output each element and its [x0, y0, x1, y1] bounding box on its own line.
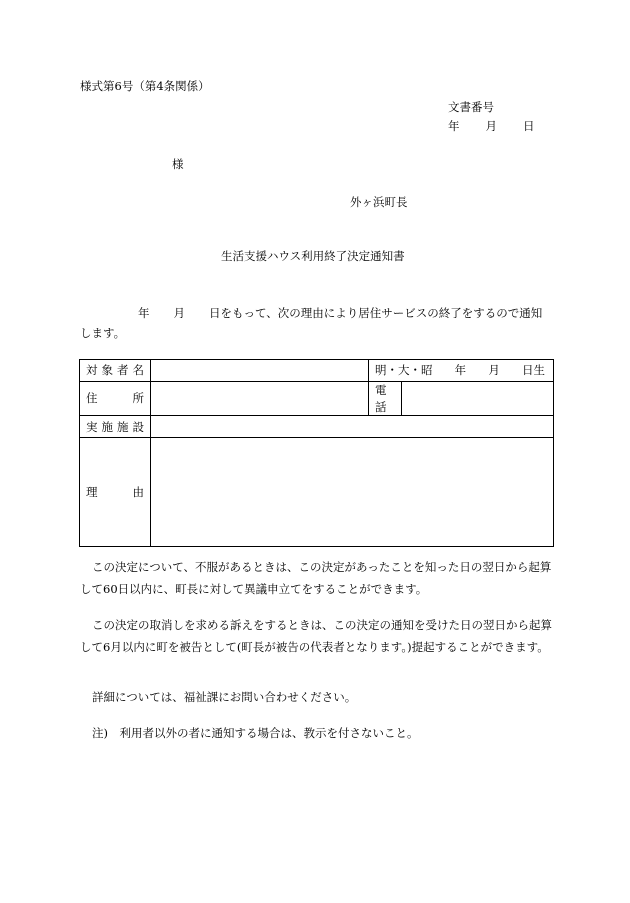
reason-label: 理 由 — [86, 485, 144, 499]
intro-month: 月 — [173, 306, 185, 320]
table-row — [80, 382, 554, 416]
name-value-cell[interactable] — [151, 360, 369, 382]
contact-notice: 詳細については、福祉課にお問い合わせください。 — [92, 690, 357, 704]
intro-text-line1: 日をもって、次の理由により居住サービスの終了をするので通知 — [209, 306, 543, 320]
intro-paragraph — [80, 303, 552, 343]
addressee-honorific: 様 — [172, 157, 184, 171]
phone-label-cell — [369, 382, 402, 416]
phone-label: 電話 — [375, 383, 387, 414]
issue-date — [448, 118, 535, 135]
address-label-cell — [80, 382, 151, 416]
birthdate — [375, 362, 547, 379]
document-title: 生活支援ハウス利用終了決定通知書 — [221, 249, 405, 263]
facility-label: 実 施 施 設 — [86, 419, 144, 434]
appeal-notice: この決定について、不服があるときは、この決定があったことを知った日の翌日から起算して60日以内に、町長に対して異議申立てをすることができます。 — [80, 560, 552, 596]
table-row — [80, 360, 554, 382]
intro-text-line2: します。 — [80, 326, 126, 340]
birthdate-cell[interactable] — [369, 360, 554, 382]
name-label-cell — [80, 360, 151, 382]
recipient-info-table — [79, 359, 554, 547]
intro-year: 年 — [138, 306, 150, 320]
birthdate-era: 明・大・昭 — [375, 363, 433, 378]
address-value-cell[interactable] — [151, 382, 369, 416]
birthdate-day: 日生 — [521, 363, 545, 378]
reason-label-cell — [80, 438, 151, 547]
lawsuit-notice: この決定の取消しを求める訴えをするときは、この決定の通知を受けた日の翌日から起算して6月以内に町を被告として(町長が被告の代表者となります。)提起することができます。 — [80, 618, 552, 654]
sender-name: 外ヶ浜町長 — [350, 195, 408, 209]
form-number: 様式第6号（第4条関係） — [80, 79, 210, 93]
table-row — [80, 416, 554, 438]
document-number-label: 文書番号 — [448, 100, 494, 114]
name-label: 対 象 者 名 — [86, 363, 144, 378]
footnote: 注) 利用者以外の者に通知する場合は、教示を付さないこと。 — [92, 726, 419, 740]
table-row — [80, 438, 554, 547]
birthdate-year: 年 — [454, 363, 467, 378]
issue-date-month: 月 — [485, 119, 497, 133]
phone-value-cell[interactable] — [402, 382, 554, 416]
birthdate-month: 月 — [488, 363, 500, 378]
reason-value-cell[interactable] — [151, 438, 554, 547]
issue-date-year: 年 — [448, 119, 460, 133]
facility-value-cell[interactable] — [151, 416, 554, 438]
issue-date-day: 日 — [523, 119, 535, 133]
address-label: 住 所 — [86, 391, 144, 406]
facility-label-cell — [80, 416, 151, 438]
